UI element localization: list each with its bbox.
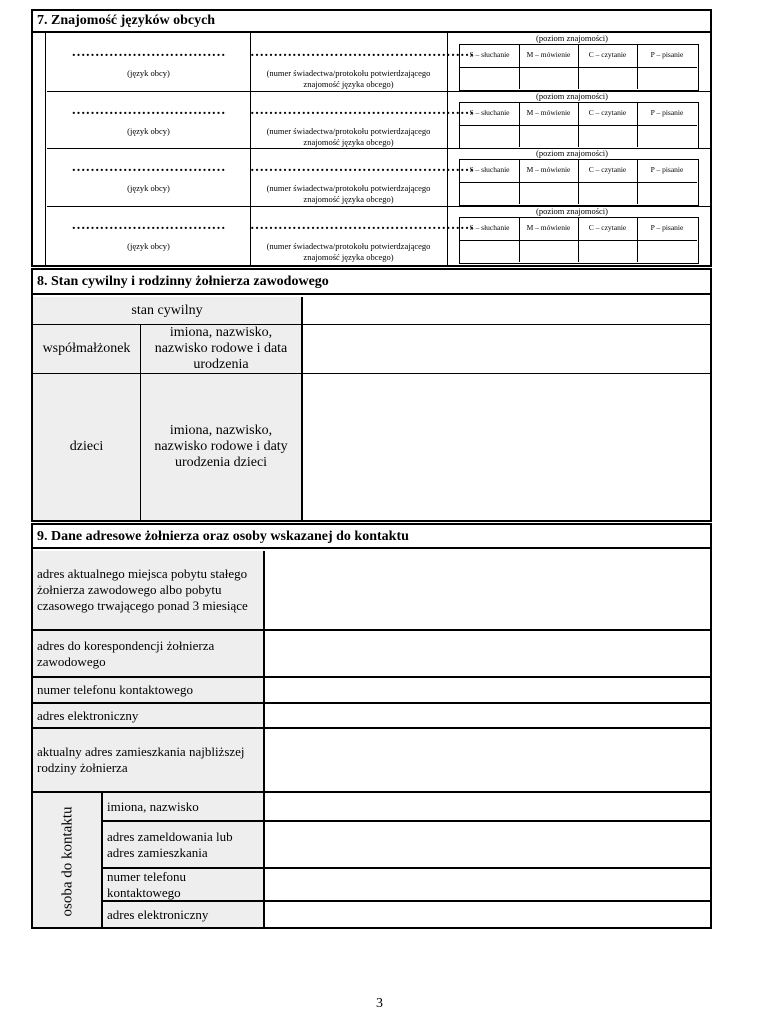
level-header-cell: M – mówienie: [519, 103, 579, 125]
language-dots: ……………………………: [71, 103, 226, 118]
certificate-field[interactable]: [250, 33, 474, 91]
language-field[interactable]: [47, 148, 251, 206]
language-caption: (język obcy): [127, 68, 170, 78]
certificate-dots: …………………………………………: [250, 218, 474, 233]
family-address-field[interactable]: [265, 729, 710, 791]
level-grid: [459, 217, 699, 264]
certificate-caption-line2: znajomość języka obcego): [303, 194, 394, 204]
level-header-cell: M – mówienie: [519, 218, 579, 240]
level-block: [447, 148, 710, 206]
level-caption: (poziom znajomości): [536, 33, 608, 43]
marital-status-label: stan cywilny: [33, 297, 303, 325]
contact-phone-label: numer telefonu kontaktowego: [103, 869, 265, 900]
correspondence-field[interactable]: [265, 631, 710, 676]
language-dots: ……………………………: [71, 218, 226, 233]
language-field[interactable]: [47, 91, 251, 148]
language-field[interactable]: [47, 33, 251, 91]
contact-address-label: adres zameldowania lub adres zamieszkania: [103, 822, 265, 867]
language-caption: (język obcy): [127, 126, 170, 136]
level-input-cell[interactable]: [460, 182, 520, 204]
level-input-cell[interactable]: [460, 67, 520, 89]
section-9-addresses: [31, 523, 712, 929]
level-caption: (poziom znajomości): [536, 206, 608, 216]
certificate-field[interactable]: [250, 148, 474, 206]
level-header-cell: P – pisanie: [650, 165, 684, 174]
spouse-details-label: imiona, nazwisko, nazwisko rodowe i data urodzenia: [141, 325, 303, 374]
contact-person-text: osoba do kontaktu: [59, 806, 76, 916]
certificate-field[interactable]: [250, 206, 474, 265]
certificate-dots: …………………………………………: [250, 103, 474, 118]
language-row: [47, 91, 710, 149]
level-header-cell: M – mówienie: [519, 160, 579, 182]
language-row: [47, 33, 710, 92]
language-field[interactable]: [47, 206, 251, 265]
section-7-title: 7. Znajomość języków obcych: [33, 11, 710, 33]
level-header-cell: S – słuchanie: [460, 103, 520, 125]
contact-address-field[interactable]: [265, 822, 710, 867]
section-8-title: 8. Stan cywilny i rodzinny żołnierza zawodowego: [33, 270, 710, 295]
residence-field[interactable]: [265, 551, 710, 629]
language-dots: ……………………………: [71, 160, 226, 175]
certificate-caption-line2: znajomość języka obcego): [303, 137, 394, 147]
phone-field[interactable]: [265, 678, 710, 702]
level-input-cell[interactable]: [637, 125, 697, 147]
children-details-label: imiona, nazwisko, nazwisko rodowe i daty urodzenia dzieci: [141, 374, 303, 520]
level-input-cell[interactable]: [519, 182, 579, 204]
children-label: dzieci: [33, 374, 141, 520]
level-grid: [459, 102, 699, 149]
certificate-field[interactable]: [250, 91, 474, 148]
level-header-cell: C – czytanie: [578, 160, 638, 182]
family-address-label: aktualny adres zamieszkania najbliższej rodziny żołnierza: [33, 729, 265, 791]
certificate-caption-line1: (numer świadectwa/protokołu potwierdzającego: [266, 241, 431, 251]
marital-status-field[interactable]: [303, 297, 710, 325]
level-input-cell[interactable]: [519, 125, 579, 147]
email-label: adres elektroniczny: [33, 704, 265, 727]
certificate-caption-line1: (numer świadectwa/protokołu potwierdzającego: [266, 183, 431, 193]
certificate-caption-line2: znajomość języka obcego): [303, 252, 394, 262]
spouse-label: współmałżonek: [33, 325, 141, 374]
level-block: [447, 33, 710, 91]
language-row: [47, 206, 710, 265]
level-block: [447, 206, 710, 265]
certificate-dots: …………………………………………: [250, 45, 474, 60]
language-caption: (język obcy): [127, 241, 170, 251]
certificate-caption-line2: znajomość języka obcego): [303, 79, 394, 89]
level-header-cell: C – czytanie: [578, 45, 638, 67]
section-7-languages: [31, 9, 712, 267]
level-input-cell[interactable]: [578, 182, 638, 204]
level-input-cell[interactable]: [519, 240, 579, 262]
section-8-family: [31, 268, 712, 522]
level-input-cell[interactable]: [578, 125, 638, 147]
level-caption: (poziom znajomości): [536, 148, 608, 158]
level-input-cell[interactable]: [578, 240, 638, 262]
level-header-cell: P – pisanie: [650, 50, 684, 59]
level-header-cell: P – pisanie: [650, 108, 684, 117]
level-header-cell: C – czytanie: [578, 218, 638, 240]
level-header-cell: S – słuchanie: [460, 160, 520, 182]
correspondence-label: adres do korespondencji żołnierza zawodowego: [33, 631, 265, 676]
level-grid: [459, 44, 699, 91]
section-9-title: 9. Dane adresowe żołnierza oraz osoby wskazanej do kontaktu: [33, 525, 710, 549]
level-input-cell[interactable]: [519, 67, 579, 89]
section-7-margin: [33, 33, 46, 265]
level-header-cell: M – mówienie: [519, 45, 579, 67]
contact-names-label: imiona, nazwisko: [103, 793, 265, 820]
certificate-caption-line1: (numer świadectwa/protokołu potwierdzającego: [266, 126, 431, 136]
level-caption: (poziom znajomości): [536, 91, 608, 101]
phone-label: numer telefonu kontaktowego: [33, 678, 265, 702]
email-field[interactable]: [265, 704, 710, 727]
level-header-cell: C – czytanie: [578, 103, 638, 125]
language-caption: (język obcy): [127, 183, 170, 193]
residence-label: adres aktualnego miejsca pobytu stałego żołnierza zawodowego albo pobytu czasowego trwającego ponad 3 miesiące: [33, 551, 265, 629]
contact-email-label: adres elektroniczny: [103, 902, 265, 927]
level-input-cell[interactable]: [637, 67, 697, 89]
page-number: 3: [376, 996, 383, 1011]
language-dots: ……………………………: [71, 45, 226, 60]
level-input-cell[interactable]: [637, 240, 697, 262]
contact-person-label: [35, 793, 101, 929]
spouse-field[interactable]: [303, 325, 710, 374]
contact-email-field[interactable]: [265, 902, 710, 927]
level-input-cell[interactable]: [460, 125, 520, 147]
level-input-cell[interactable]: [578, 67, 638, 89]
contact-phone-field[interactable]: [265, 869, 710, 900]
certificate-caption-line1: (numer świadectwa/protokołu potwierdzającego: [266, 68, 431, 78]
level-header-cell: S – słuchanie: [460, 218, 520, 240]
level-input-cell[interactable]: [460, 240, 520, 262]
level-header-cell: S – słuchanie: [460, 45, 520, 67]
level-header-cell: P – pisanie: [650, 223, 684, 232]
level-input-cell[interactable]: [637, 182, 697, 204]
language-row: [47, 148, 710, 207]
level-block: [447, 91, 710, 148]
certificate-dots: …………………………………………: [250, 160, 474, 175]
children-field[interactable]: [303, 374, 710, 520]
level-grid: [459, 159, 699, 206]
contact-names-field[interactable]: [265, 793, 710, 820]
